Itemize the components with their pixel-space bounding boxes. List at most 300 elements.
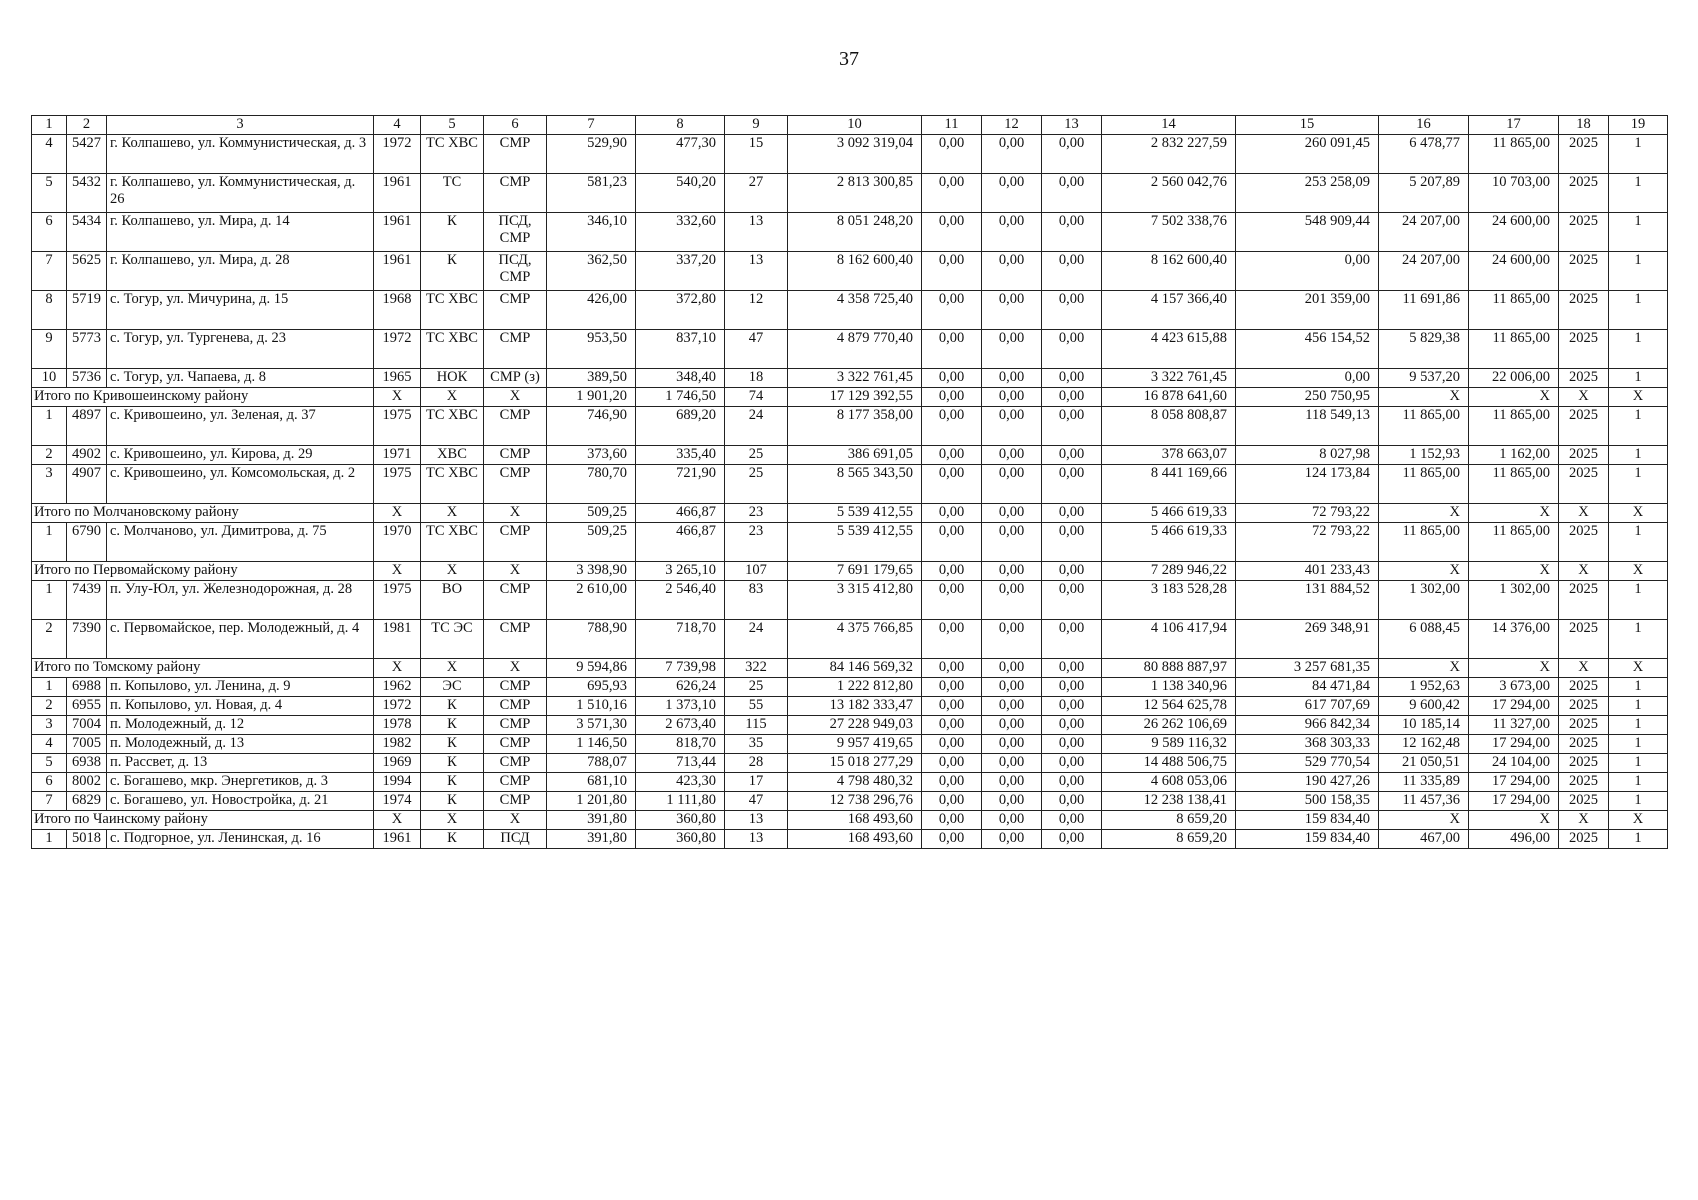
table-cell: 24 600,00 [1469, 252, 1559, 291]
table-cell: 2025 [1559, 407, 1609, 446]
address-cell: г. Колпашево, ул. Мира, д. 28 [107, 252, 374, 291]
table-cell: 24 [725, 620, 788, 659]
table-cell: 11 865,00 [1379, 407, 1469, 446]
table-cell: X [1469, 659, 1559, 678]
table-cell: 8002 [67, 773, 107, 792]
table-cell: СМР [484, 581, 547, 620]
table-cell: 1 [1609, 330, 1668, 369]
table-cell: 5434 [67, 213, 107, 252]
table-cell: 1 901,20 [547, 388, 636, 407]
table-cell: 360,80 [636, 830, 725, 849]
table-cell: 7439 [67, 581, 107, 620]
table-cell: 72 793,22 [1236, 523, 1379, 562]
table-cell: 11 327,00 [1469, 716, 1559, 735]
table-cell: 0,00 [982, 523, 1042, 562]
address-cell: с. Тогур, ул. Чапаева, д. 8 [107, 369, 374, 388]
table-cell: 0,00 [1042, 697, 1102, 716]
table-cell: 0,00 [922, 174, 982, 213]
table-cell: 953,50 [547, 330, 636, 369]
address-cell: с. Тогур, ул. Тургенева, д. 23 [107, 330, 374, 369]
address-cell: п. Молодежный, д. 13 [107, 735, 374, 754]
subtotal-label: Итого по Томскому району [32, 659, 374, 678]
table-cell: 0,00 [1042, 811, 1102, 830]
table-cell: 2025 [1559, 330, 1609, 369]
table-cell: 337,20 [636, 252, 725, 291]
table-cell: 1978 [374, 716, 421, 735]
table-cell: 386 691,05 [788, 446, 922, 465]
table-cell: 159 834,40 [1236, 811, 1379, 830]
table-cell: 0,00 [1042, 735, 1102, 754]
table-cell: 0,00 [982, 135, 1042, 174]
table-cell: 1974 [374, 792, 421, 811]
table-cell: 500 158,35 [1236, 792, 1379, 811]
column-number: 8 [636, 116, 725, 135]
column-number: 4 [374, 116, 421, 135]
table-cell: 0,00 [922, 504, 982, 523]
table-cell: X [1469, 811, 1559, 830]
table-cell: 456 154,52 [1236, 330, 1379, 369]
table-cell: 8 058 808,87 [1102, 407, 1236, 446]
table-cell: 2025 [1559, 716, 1609, 735]
table-cell: 5427 [67, 135, 107, 174]
table-cell: 0,00 [1042, 213, 1102, 252]
table-cell: 1 [1609, 252, 1668, 291]
table-cell: 746,90 [547, 407, 636, 446]
table-cell: 12 238 138,41 [1102, 792, 1236, 811]
table-cell: X [374, 659, 421, 678]
table-cell: 6938 [67, 754, 107, 773]
subtotal-row [32, 504, 1668, 523]
table-cell: 2025 [1559, 523, 1609, 562]
table-cell: ПСД [484, 830, 547, 849]
table-cell: 4 423 615,88 [1102, 330, 1236, 369]
table-cell: 0,00 [922, 446, 982, 465]
subtotal-row [32, 659, 1668, 678]
table-cell: 1 [1609, 773, 1668, 792]
column-number: 7 [547, 116, 636, 135]
table-cell: 2025 [1559, 174, 1609, 213]
table-cell: 3 315 412,80 [788, 581, 922, 620]
column-number: 16 [1379, 116, 1469, 135]
table-cell: X [1469, 388, 1559, 407]
table-cell: 260 091,45 [1236, 135, 1379, 174]
subtotal-row [32, 388, 1668, 407]
table-cell: 3 571,30 [547, 716, 636, 735]
table-cell: 0,00 [1042, 407, 1102, 446]
table-cell: X [421, 562, 484, 581]
table-cell: 14 376,00 [1469, 620, 1559, 659]
table-cell: 15 [725, 135, 788, 174]
table-cell: 7390 [67, 620, 107, 659]
table-row [32, 446, 1668, 465]
column-number: 6 [484, 116, 547, 135]
table-cell: X [374, 562, 421, 581]
table-cell: 11 865,00 [1379, 523, 1469, 562]
table-cell: 72 793,22 [1236, 504, 1379, 523]
table-cell: 5736 [67, 369, 107, 388]
table-cell: 0,00 [922, 581, 982, 620]
table-cell: СМР [484, 697, 547, 716]
table-cell: 9 600,42 [1379, 697, 1469, 716]
address-cell: п. Улу-Юл, ул. Железнодорожная, д. 28 [107, 581, 374, 620]
table-cell: 1 [1609, 174, 1668, 213]
table-cell: ТС ХВС [421, 330, 484, 369]
column-number: 19 [1609, 116, 1668, 135]
address-cell: с. Первомайское, пер. Молодежный, д. 4 [107, 620, 374, 659]
table-cell: 368 303,33 [1236, 735, 1379, 754]
table-cell: X [484, 388, 547, 407]
table-cell: 9 537,20 [1379, 369, 1469, 388]
table-cell: 0,00 [1042, 830, 1102, 849]
table-row [32, 830, 1668, 849]
table-cell: 1 138 340,96 [1102, 678, 1236, 697]
table-cell: 2025 [1559, 792, 1609, 811]
address-cell: с. Богашево, ул. Новостройка, д. 21 [107, 792, 374, 811]
table-cell: 0,00 [922, 330, 982, 369]
table-cell: 1961 [374, 213, 421, 252]
table-cell: 1 [32, 678, 67, 697]
table-cell: 8 051 248,20 [788, 213, 922, 252]
table-cell: 0,00 [922, 562, 982, 581]
table-cell: СМР [484, 135, 547, 174]
table-cell: 9 589 116,32 [1102, 735, 1236, 754]
table-cell: X [421, 388, 484, 407]
table-cell: 84 146 569,32 [788, 659, 922, 678]
table-cell: 8 659,20 [1102, 811, 1236, 830]
table-cell: 12 564 625,78 [1102, 697, 1236, 716]
table-cell: 6 [32, 773, 67, 792]
table-cell: 335,40 [636, 446, 725, 465]
table-cell: 0,00 [982, 369, 1042, 388]
table-cell: 12 [725, 291, 788, 330]
table-cell: 168 493,60 [788, 830, 922, 849]
table-cell: 1 [1609, 213, 1668, 252]
table-cell: 0,00 [1042, 504, 1102, 523]
table-row [32, 620, 1668, 659]
table-cell: 1 [1609, 369, 1668, 388]
table-cell: 11 865,00 [1379, 465, 1469, 504]
table-cell: 17 294,00 [1469, 697, 1559, 716]
table-cell: 107 [725, 562, 788, 581]
table-cell: 1982 [374, 735, 421, 754]
table-cell: ПСД, СМР [484, 213, 547, 252]
table-cell: 0,00 [1042, 792, 1102, 811]
table-cell: 15 018 277,29 [788, 754, 922, 773]
table-cell: 0,00 [922, 830, 982, 849]
table-cell: 9 [32, 330, 67, 369]
table-cell: X [1559, 388, 1609, 407]
table-cell: ТС ХВС [421, 135, 484, 174]
table-cell: 689,20 [636, 407, 725, 446]
table-cell: 159 834,40 [1236, 830, 1379, 849]
table-cell: 8 565 343,50 [788, 465, 922, 504]
table-cell: X [484, 562, 547, 581]
table-cell: 1 [32, 581, 67, 620]
table-cell: 3 [32, 465, 67, 504]
table-cell: 24 207,00 [1379, 213, 1469, 252]
table-cell: 1 373,10 [636, 697, 725, 716]
table-cell: 2 832 227,59 [1102, 135, 1236, 174]
table-cell: 1 [1609, 754, 1668, 773]
table-cell: 426,00 [547, 291, 636, 330]
table-cell: 168 493,60 [788, 811, 922, 830]
table-cell: ПСД, СМР [484, 252, 547, 291]
table-cell: СМР [484, 330, 547, 369]
table-cell: 3 257 681,35 [1236, 659, 1379, 678]
table-cell: 6955 [67, 697, 107, 716]
table-cell: 0,00 [1042, 291, 1102, 330]
table-cell: 0,00 [922, 388, 982, 407]
table-cell: 0,00 [922, 523, 982, 562]
table-cell: X [421, 811, 484, 830]
table-cell: 131 884,52 [1236, 581, 1379, 620]
table-cell: 11 865,00 [1469, 330, 1559, 369]
table-cell: 6 478,77 [1379, 135, 1469, 174]
table-cell: 13 182 333,47 [788, 697, 922, 716]
table-cell: 4907 [67, 465, 107, 504]
table-cell: СМР [484, 407, 547, 446]
table-cell: 5 207,89 [1379, 174, 1469, 213]
table-cell: 3 322 761,45 [788, 369, 922, 388]
table-cell: 7 691 179,65 [788, 562, 922, 581]
table-cell: 17 294,00 [1469, 792, 1559, 811]
table-cell: 0,00 [982, 581, 1042, 620]
table-cell: К [421, 754, 484, 773]
table-cell: 467,00 [1379, 830, 1469, 849]
table-cell: 0,00 [982, 465, 1042, 504]
table-cell: 1 162,00 [1469, 446, 1559, 465]
table-cell: 0,00 [1042, 678, 1102, 697]
table-cell: 0,00 [1042, 620, 1102, 659]
table-cell: 2025 [1559, 446, 1609, 465]
table-cell: X [421, 504, 484, 523]
table-cell: 84 471,84 [1236, 678, 1379, 697]
table-cell: 0,00 [922, 620, 982, 659]
table-cell: 13 [725, 252, 788, 291]
table-cell: 8 027,98 [1236, 446, 1379, 465]
table-cell: 269 348,91 [1236, 620, 1379, 659]
table-cell: 1972 [374, 330, 421, 369]
table-row [32, 716, 1668, 735]
address-cell: с. Тогур, ул. Мичурина, д. 15 [107, 291, 374, 330]
subtotal-row [32, 562, 1668, 581]
table-cell: ВО [421, 581, 484, 620]
table-cell: X [1379, 659, 1469, 678]
table-cell: 581,23 [547, 174, 636, 213]
table-cell: 818,70 [636, 735, 725, 754]
table-cell: 7 289 946,22 [1102, 562, 1236, 581]
table-cell: 0,00 [982, 388, 1042, 407]
table-cell: 1975 [374, 407, 421, 446]
table-cell: 22 006,00 [1469, 369, 1559, 388]
table-cell: 6790 [67, 523, 107, 562]
table-cell: ТС [421, 174, 484, 213]
table-cell: 124 173,84 [1236, 465, 1379, 504]
table-cell: 1968 [374, 291, 421, 330]
table-cell: 966 842,34 [1236, 716, 1379, 735]
column-number: 17 [1469, 116, 1559, 135]
table-cell: X [374, 811, 421, 830]
table-cell: 253 258,09 [1236, 174, 1379, 213]
table-cell: 322 [725, 659, 788, 678]
table-cell: 5 [32, 174, 67, 213]
table-cell: 201 359,00 [1236, 291, 1379, 330]
table-cell: 1 [1609, 678, 1668, 697]
table-cell: 0,00 [922, 811, 982, 830]
table-cell: 2025 [1559, 830, 1609, 849]
table-cell: К [421, 252, 484, 291]
table-cell: СМР [484, 792, 547, 811]
table-cell: 1 [1609, 830, 1668, 849]
table-cell: 4 [32, 135, 67, 174]
table-cell: ТС ХВС [421, 465, 484, 504]
table-cell: 13 [725, 213, 788, 252]
table-cell: 1 302,00 [1379, 581, 1469, 620]
table-cell: 1 [1609, 581, 1668, 620]
table-cell: 0,00 [922, 659, 982, 678]
table-cell: 0,00 [982, 213, 1042, 252]
table-cell: 11 457,36 [1379, 792, 1469, 811]
table-cell: 0,00 [1042, 581, 1102, 620]
table-cell: 0,00 [982, 754, 1042, 773]
table-cell: К [421, 213, 484, 252]
table-cell: 4 [32, 735, 67, 754]
table-cell: 1 [1609, 407, 1668, 446]
table-cell: 6 088,45 [1379, 620, 1469, 659]
table-cell: 13 [725, 830, 788, 849]
table-cell: 389,50 [547, 369, 636, 388]
table-cell: 0,00 [922, 697, 982, 716]
table-cell: К [421, 716, 484, 735]
table-cell: 0,00 [922, 252, 982, 291]
table-row [32, 678, 1668, 697]
table-cell: 3 322 761,45 [1102, 369, 1236, 388]
table-cell: 0,00 [982, 504, 1042, 523]
table-cell: 55 [725, 697, 788, 716]
table-cell: 348,40 [636, 369, 725, 388]
table-cell: 1 [1609, 697, 1668, 716]
table-cell: СМР [484, 446, 547, 465]
table-cell: 4897 [67, 407, 107, 446]
table-cell: 11 865,00 [1469, 407, 1559, 446]
table-cell: 25 [725, 678, 788, 697]
table-cell: СМР [484, 465, 547, 504]
table-cell: 1972 [374, 135, 421, 174]
table-cell: 1969 [374, 754, 421, 773]
table-cell: 477,30 [636, 135, 725, 174]
table-cell: СМР [484, 291, 547, 330]
table-cell: 250 750,95 [1236, 388, 1379, 407]
table-cell: 837,10 [636, 330, 725, 369]
table-cell: 695,93 [547, 678, 636, 697]
table-cell: 1 [1609, 135, 1668, 174]
table-cell: 1 [32, 830, 67, 849]
table-cell: ТС ХВС [421, 291, 484, 330]
table-cell: 0,00 [922, 369, 982, 388]
table-cell: 2 [32, 697, 67, 716]
table-cell: 7005 [67, 735, 107, 754]
table-cell: 8 441 169,66 [1102, 465, 1236, 504]
table-cell: 466,87 [636, 504, 725, 523]
table-cell: 362,50 [547, 252, 636, 291]
table-cell: 0,00 [982, 678, 1042, 697]
table-cell: 372,80 [636, 291, 725, 330]
table-row [32, 135, 1668, 174]
table-cell: 11 335,89 [1379, 773, 1469, 792]
table-cell: 2 813 300,85 [788, 174, 922, 213]
housing-register-table [31, 115, 1668, 849]
table-cell: 5625 [67, 252, 107, 291]
table-cell: 5719 [67, 291, 107, 330]
table-cell: 1 [1609, 792, 1668, 811]
table-cell: 2 673,40 [636, 716, 725, 735]
table-cell: 23 [725, 504, 788, 523]
table-cell: 16 878 641,60 [1102, 388, 1236, 407]
table-cell: 4 106 417,94 [1102, 620, 1236, 659]
table-cell: 3 183 528,28 [1102, 581, 1236, 620]
table-cell: К [421, 697, 484, 716]
table-cell: 2025 [1559, 697, 1609, 716]
table-cell: 5018 [67, 830, 107, 849]
table-cell: X [484, 659, 547, 678]
table-cell: 25 [725, 465, 788, 504]
table-cell: К [421, 773, 484, 792]
table-cell: X [1559, 659, 1609, 678]
table-cell: 7004 [67, 716, 107, 735]
subtotal-label: Итого по Чаинскому району [32, 811, 374, 830]
table-cell: 617 707,69 [1236, 697, 1379, 716]
table-cell: 2025 [1559, 678, 1609, 697]
subtotal-label: Итого по Молчановскому району [32, 504, 374, 523]
table-cell: 35 [725, 735, 788, 754]
table-cell: 0,00 [922, 213, 982, 252]
table-cell: X [1379, 562, 1469, 581]
table-cell: 0,00 [982, 620, 1042, 659]
table-cell: 80 888 887,97 [1102, 659, 1236, 678]
table-cell: ХВС [421, 446, 484, 465]
table-cell: 26 262 106,69 [1102, 716, 1236, 735]
table-cell: 0,00 [1042, 659, 1102, 678]
table-cell: 0,00 [982, 446, 1042, 465]
table-cell: 24 104,00 [1469, 754, 1559, 773]
table-cell: 3 [32, 716, 67, 735]
table-cell: 0,00 [922, 135, 982, 174]
table-cell: 10 703,00 [1469, 174, 1559, 213]
table-cell: X [1559, 504, 1609, 523]
table-cell: X [1609, 504, 1668, 523]
table-cell: 346,10 [547, 213, 636, 252]
table-cell: СМР [484, 754, 547, 773]
table-cell: 423,30 [636, 773, 725, 792]
table-cell: 466,87 [636, 523, 725, 562]
table-cell: К [421, 830, 484, 849]
table-cell: 24 [725, 407, 788, 446]
table-cell: 681,10 [547, 773, 636, 792]
table-cell: 1 [32, 523, 67, 562]
table-row [32, 174, 1668, 213]
table-cell: 0,00 [922, 678, 982, 697]
table-cell: 47 [725, 792, 788, 811]
table-cell: 540,20 [636, 174, 725, 213]
table-cell: 0,00 [982, 735, 1042, 754]
table-cell: 509,25 [547, 523, 636, 562]
table-cell: 8 162 600,40 [1102, 252, 1236, 291]
table-cell: 18 [725, 369, 788, 388]
table-cell: 0,00 [1042, 754, 1102, 773]
table-cell: 1961 [374, 252, 421, 291]
table-cell: X [1609, 659, 1668, 678]
table-cell: 1 152,93 [1379, 446, 1469, 465]
